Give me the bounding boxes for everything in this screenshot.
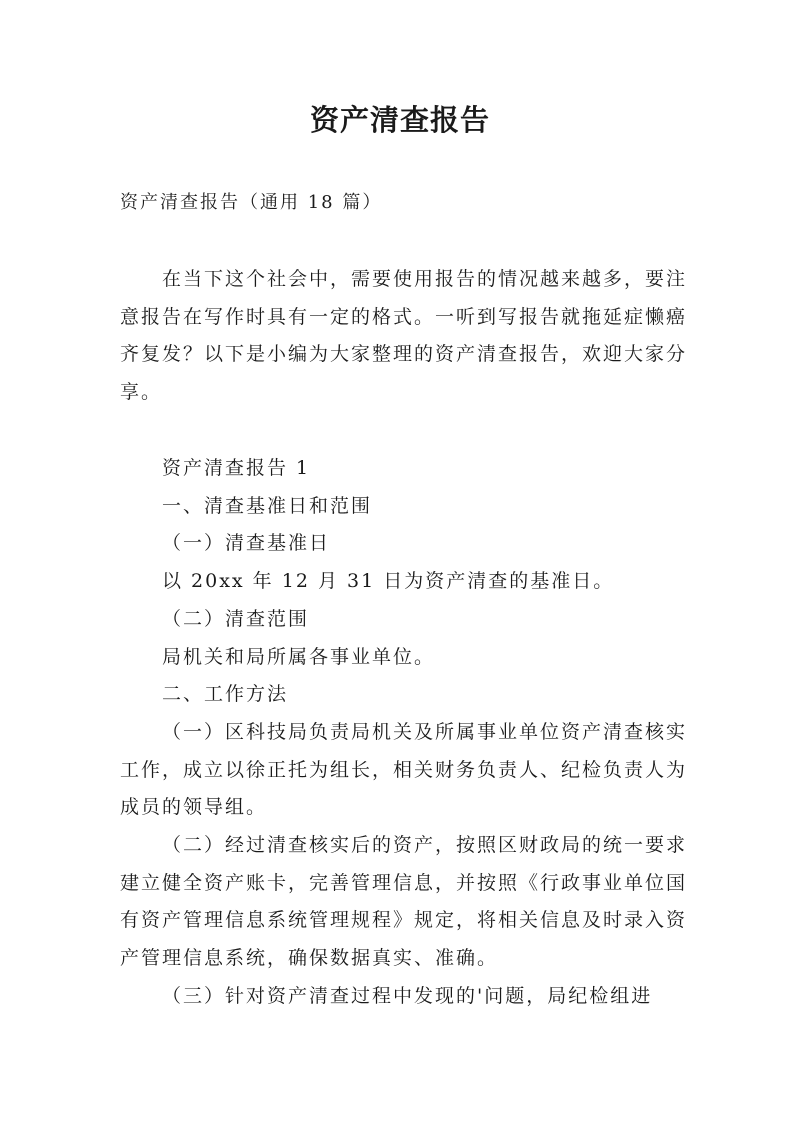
body-line: （一）清查基准日 (162, 532, 331, 555)
body-paragraph: （三）针对资产清查过程中发现的'问题，局纪检组进 (162, 984, 653, 1007)
intro-paragraph (120, 261, 695, 411)
body-line: （二）清查范围 (162, 607, 310, 630)
section-heading: 资产清查报告 1 (162, 457, 311, 479)
body-line: 二、工作方法 (162, 683, 289, 706)
document-subtitle: 资产清查报告（通用 18 篇） (120, 192, 383, 213)
body-line: 以 20xx 年 12 月 31 日为资产清查的基准日。 (162, 570, 615, 593)
document-title: 资产清查报告 (309, 103, 490, 137)
body-paragraph: （二）经过清查核实后的资产，按照区财政局的统一要求建立健全资产账卡，完善管理信息，并按照《行政事业单位国有资产管理信息系统管理规程》规定，将相关信息及时录入资产管理信息系统，确保数据真实、准确。 (120, 834, 688, 970)
intro-text: 在当下这个社会中，需要使用报告的情况越来越多，要注意报告在写作时具有一定的格式。一听到写报告就拖延症懒癌齐复发？以下是小编为大家整理的资产清查报告，欢迎大家分享。 (120, 268, 688, 403)
body-paragraph: （一）区科技局负责局机关及所属事业单位资产清查核实工作，成立以徐正托为组长，相关财务负责人、纪检负责人为成员的领导组。 (120, 720, 688, 819)
body-line: 一、清查基准日和范围 (162, 494, 373, 517)
body-line: 局机关和局所属各事业单位。 (162, 645, 436, 668)
report-body (120, 450, 695, 1016)
